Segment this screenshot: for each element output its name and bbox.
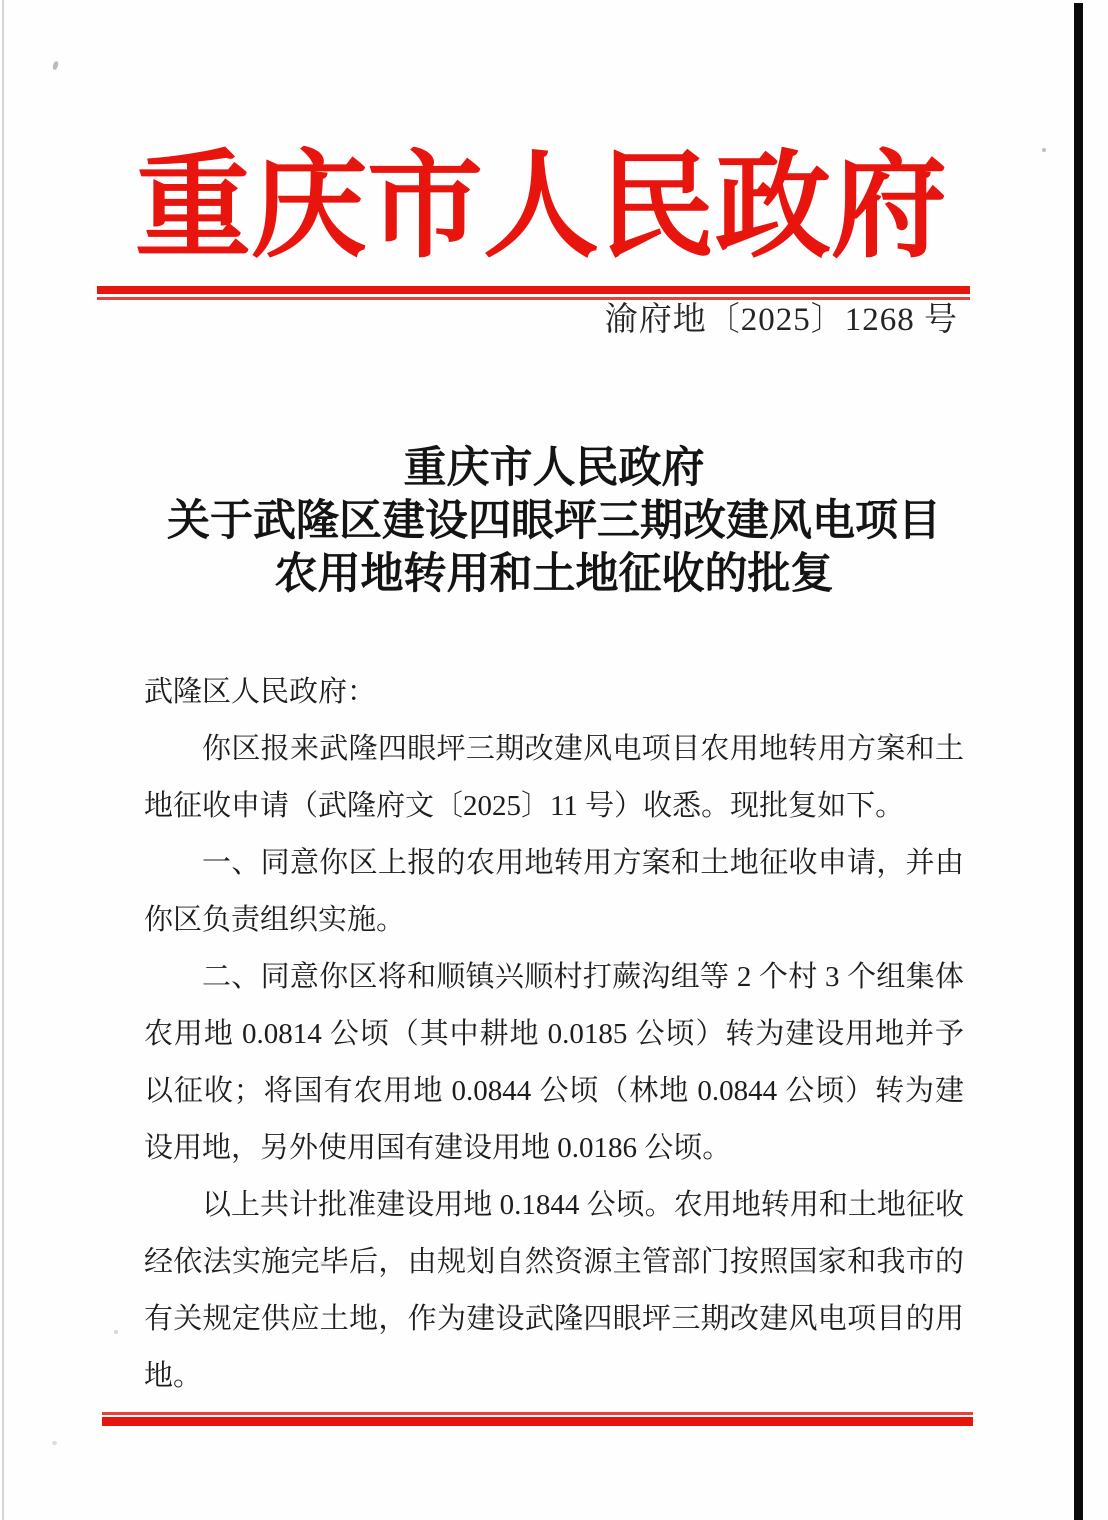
letterhead-agency-name: 重庆市人民政府 xyxy=(135,144,947,272)
document-body xyxy=(144,664,964,1405)
salutation: 武隆区人民政府： xyxy=(144,676,377,708)
body-paragraph: 以上共计批准建设用地 0.1844 公顷。农用地转用和土地征收经依法实施完毕后，由规划自然资源主管部门按照国家和我市的有关规定供应土地，作为建设武隆四眼坪三期改建风电项目的用地。 xyxy=(144,1189,964,1392)
scan-speck xyxy=(52,60,60,70)
scan-speck xyxy=(114,1330,118,1334)
document-reference-number: 渝府地〔2025〕1268 号 xyxy=(604,302,958,338)
letterhead-rule-thick xyxy=(97,286,970,294)
body-paragraph: 一、同意你区上报的农用地转用方案和土地征收申请，并由你区负责组织实施。 xyxy=(144,847,964,936)
footer-rule-thin xyxy=(102,1412,973,1415)
body-paragraph: 你区报来武隆四眼坪三期改建风电项目农用地转用方案和土地征收申请（武隆府文〔2025〕11 号）收悉。现批复如下。 xyxy=(144,733,964,822)
document-title-line-2: 关于武隆区建设四眼坪三期改建风电项目 xyxy=(167,498,941,545)
document-title xyxy=(0,442,1108,601)
scan-speck xyxy=(52,1441,57,1445)
document-title-line-3: 农用地转用和土地征收的批复 xyxy=(274,551,834,598)
footer-rule-thick xyxy=(102,1417,973,1426)
document-title-line-1: 重庆市人民政府 xyxy=(403,445,705,492)
body-paragraph: 二、同意你区将和顺镇兴顺村打蕨沟组等 2 个村 3 个组集体农用地 0.0814 公顷（其中耕地 0.0185 公顷）转为建设用地并予以征收；将国有农用地 0.0844 公顷（林地 0.0844 公顷）转为建设用地，另外使用国有建设用地 0.0186 公顷。 xyxy=(144,961,964,1164)
